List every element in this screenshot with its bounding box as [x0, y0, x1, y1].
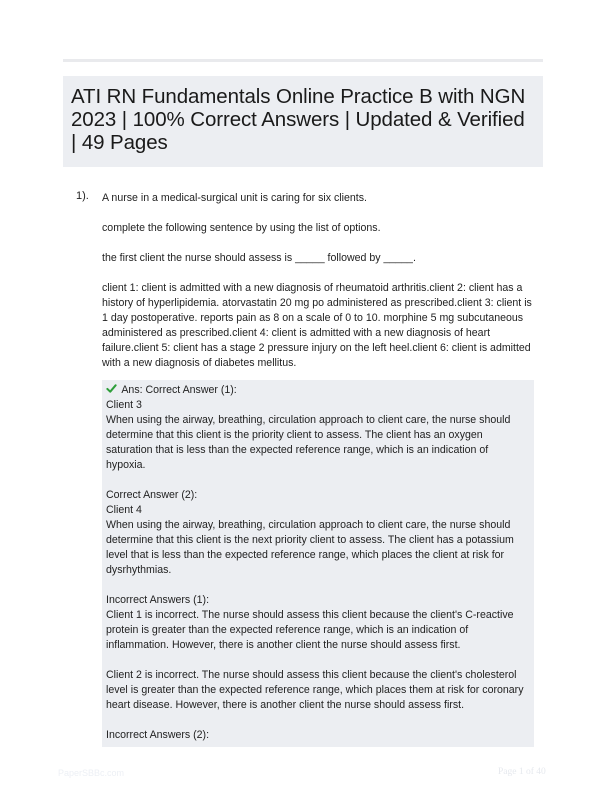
answer-block-5 — [106, 728, 530, 743]
question-paragraph: A nurse in a medical-surgical unit is caring for six clients. — [102, 192, 367, 204]
answer-heading-text: Ans: Correct Answer (1): — [121, 384, 237, 396]
title-banner — [63, 76, 543, 167]
answer-rationale: Client 2 is incorrect. The nurse should assess this client because the client's cholesterol level is greater than the expected reference range, which places them at risk for coronary heart disease. However, there is another client the nurse should assess first. — [106, 669, 524, 711]
answer-rationale: When using the airway, breathing, circulation approach to client care, the nurse should determine that this client is the next priority client to assess. The client has a potassium level that is less than the expected reference range, which places the client at risk for dysrhythmias. — [106, 519, 514, 576]
answer-heading: Incorrect Answers (2): — [106, 729, 210, 741]
answer-client: Client 3 — [106, 399, 142, 411]
document-title: ATI RN Fundamentals Online Practice B with NGN 2023 | 100% Correct Answers | Updated & Verified | 49 Pages — [71, 85, 526, 154]
page-number: Page 1 of 40 — [498, 767, 546, 777]
check-icon — [106, 383, 117, 394]
answer-client: Client 4 — [106, 504, 142, 516]
answer-rationale: When using the airway, breathing, circulation approach to client care, the nurse should determine that this client is the priority client to assess. The client has an oxygen saturation that is less than the expected reference range, which is an indication of hypoxia. — [106, 414, 511, 471]
question-paragraph: complete the following sentence by using the list of options. — [102, 222, 381, 234]
answer-rationale: Client 1 is incorrect. The nurse should assess this client because the client's C-reactive protein is greater than the expected reference range, which is an indication of inflammation. However, there is another client the nurse should assess first. — [106, 609, 514, 651]
answer-block-1 — [106, 383, 530, 473]
answer-block-3 — [106, 593, 530, 653]
answer-heading: Correct Answer (2): — [106, 489, 198, 501]
answer-block-4 — [106, 668, 530, 713]
answer-heading: Incorrect Answers (1): — [106, 594, 210, 606]
question-body — [102, 191, 540, 386]
top-divider — [63, 59, 543, 62]
answer-heading — [106, 383, 530, 398]
question-paragraph: the first client the nurse should assess is _____ followed by _____. — [102, 252, 416, 264]
question-number: 1). — [76, 190, 89, 202]
answer-block-2 — [106, 488, 530, 578]
answer-panel — [102, 380, 534, 747]
question-paragraph: client 1: client is admitted with a new diagnosis of rheumatoid arthritis.client 2: client has a history of hyperlipidemia. atorvastatin 20 mg po administered as prescribed.client 3: client is 1 day postoperative. reports pain as 8 on a scale of 0 to 10. morphine 5 mg subcutaneous administered as prescribed.client 4: client is admitted with a new diagnosis of heart failure.client 5: client has a stage 2 pressure injury on the left heel.client 6: client is admitted with a new diagnosis of diabetes mellitus. — [102, 282, 532, 369]
watermark-text: PaperSBBc.com — [58, 768, 125, 778]
